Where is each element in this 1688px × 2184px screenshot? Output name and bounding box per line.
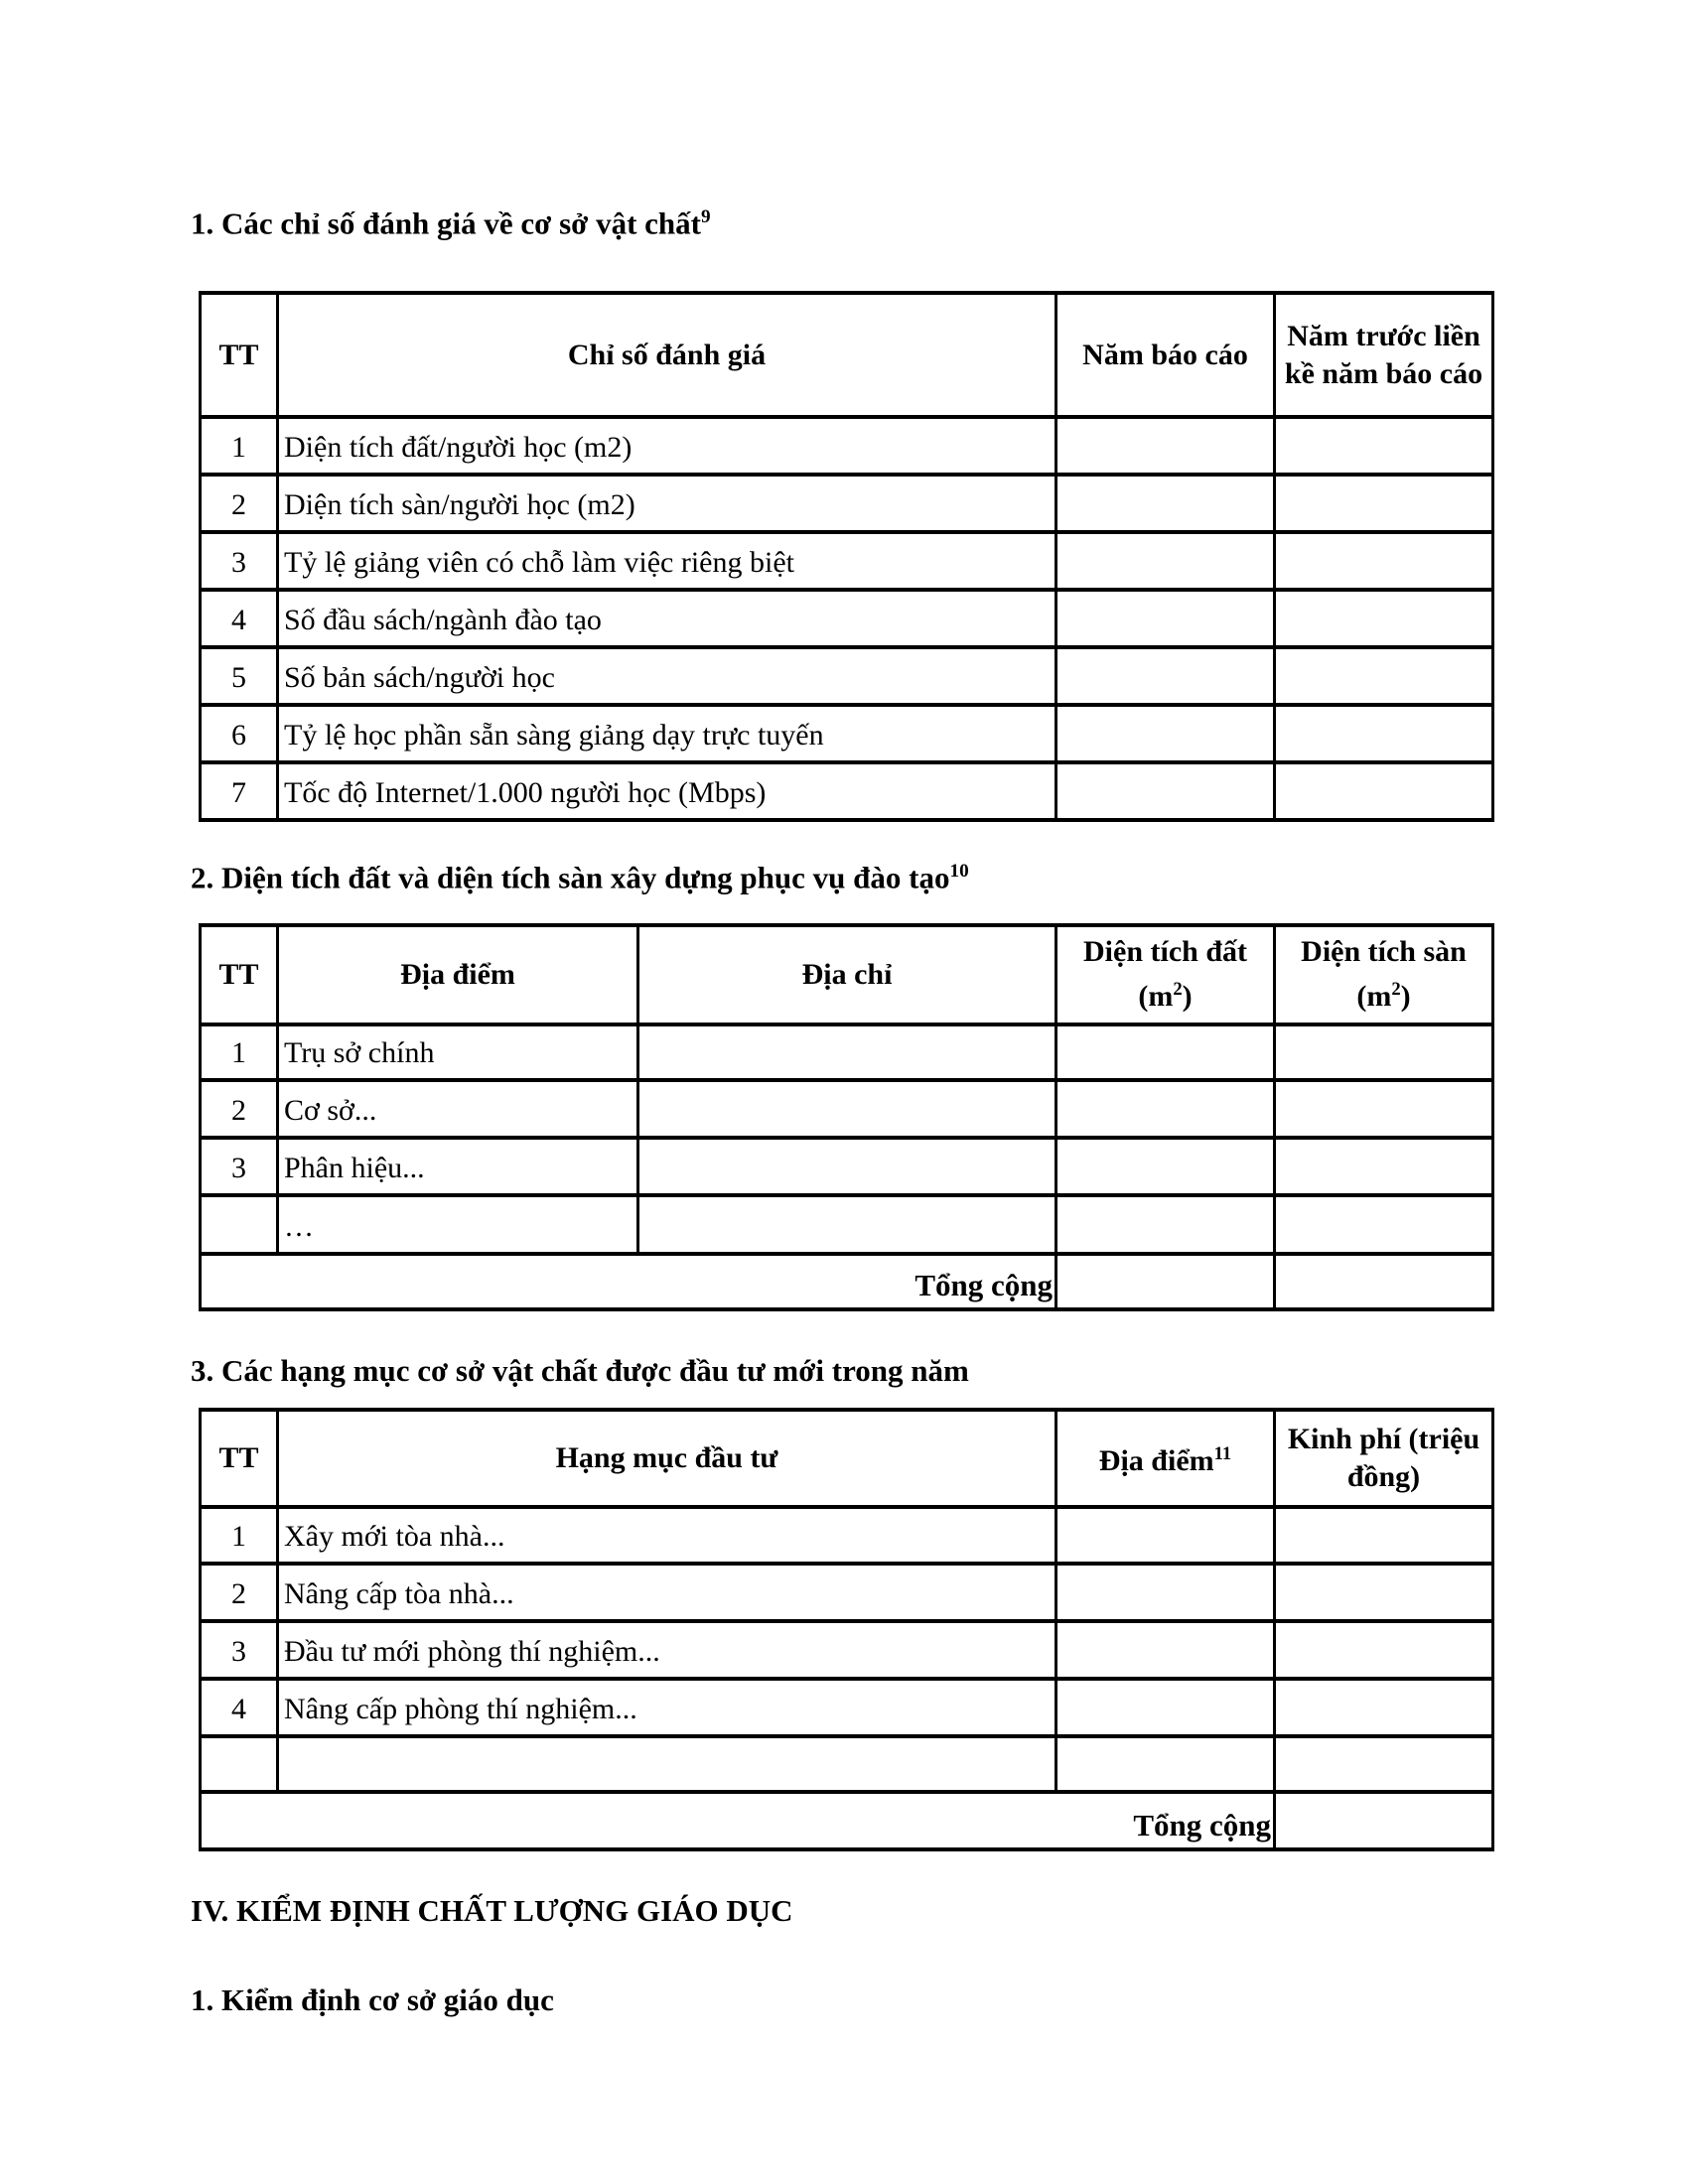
report-year-cell [1056,762,1275,820]
prev-year-cell [1275,590,1493,647]
location-cell: Cơ sở... [278,1080,638,1138]
section-heading-1-text: 1. Các chỉ số đánh giá về cơ sở vật chất [191,205,701,241]
address-cell [638,1080,1056,1138]
col-header-location: Địa điểm [278,925,638,1024]
address-cell [638,1195,1056,1254]
land-area-unit: $(m^2)$ [1138,979,1193,1014]
budget-cell [1275,1507,1493,1564]
tt-cell: 6 [201,705,278,762]
investment-item-cell: Đầu tư mới phòng thí nghiệm... [278,1621,1056,1679]
col-header-indicator: Chỉ số đánh giá [278,293,1056,417]
tt-cell [201,1736,278,1792]
tt-cell [201,1195,278,1254]
prev-year-cell [1275,647,1493,705]
col-header-land-area [1056,925,1275,1024]
report-year-cell [1056,590,1275,647]
tt-cell: 1 [201,1507,278,1564]
budget-cell [1275,1564,1493,1621]
section-heading-4 [191,1888,1501,1933]
col-header-tt: TT [201,293,278,417]
land-area-cell [1056,1195,1275,1254]
prev-year-cell [1275,417,1493,475]
footnote-ref-11: 11 [1213,1443,1232,1465]
indicator-cell: Diện tích sàn/người học (m2) [278,475,1056,532]
prev-year-cell [1275,475,1493,532]
indicator-cell: Số bản sách/người học [278,647,1056,705]
total-label-cell: Tổng cộng [201,1254,1056,1309]
table-row [201,590,1493,647]
table-row [201,1024,1493,1080]
address-cell [638,1138,1056,1195]
col-header-report-year: Năm báo cáo [1056,293,1275,417]
location-cell [1056,1564,1275,1621]
tt-cell: 2 [201,1080,278,1138]
investment-item-cell: Nâng cấp phòng thí nghiệm... [278,1679,1056,1736]
floor-area-cell [1275,1080,1493,1138]
col-header-tt: TT [201,1410,278,1507]
col-header-floor-area [1275,925,1493,1024]
tt-cell: 7 [201,762,278,820]
tt-cell: 3 [201,532,278,590]
table-header-row [201,925,1493,1024]
tt-cell: 4 [201,1679,278,1736]
tt-cell: 2 [201,475,278,532]
location-cell [1056,1679,1275,1736]
total-row [201,1254,1493,1309]
location-cell [1056,1621,1275,1679]
tt-cell: 1 [201,1024,278,1080]
land-area-cell [1056,1138,1275,1195]
section-heading-5-text: 1. Kiểm định cơ sở giáo dục [191,1981,554,2017]
col-header-tt: TT [201,925,278,1024]
tt-cell: 1 [201,417,278,475]
table-header-row [201,1410,1493,1507]
table-row [201,1138,1493,1195]
investment-item-cell: Nâng cấp tòa nhà... [278,1564,1056,1621]
section-heading-4-text: IV. KIỂM ĐỊNH CHẤT LƯỢNG GIÁO DỤC [191,1892,793,1928]
section-heading-1 [191,195,1501,245]
footnote-ref-10: 10 [949,861,969,883]
report-year-cell [1056,417,1275,475]
report-year-cell [1056,475,1275,532]
budget-cell [1275,1736,1493,1792]
table-row [201,1564,1493,1621]
land-area-cell [1056,1080,1275,1138]
total-row [201,1792,1493,1849]
prev-year-cell [1275,705,1493,762]
land-area-total-cell [1056,1254,1275,1309]
table-header-row [201,293,1493,417]
indicator-cell: Tỷ lệ giảng viên có chỗ làm việc riêng biệt [278,532,1056,590]
footnote-ref-9: 9 [700,206,711,227]
table-row [201,475,1493,532]
indicator-cell: Số đầu sách/ngành đào tạo [278,590,1056,647]
investment-item-cell: Xây mới tòa nhà... [278,1507,1056,1564]
table-row [201,532,1493,590]
indicator-cell: Tốc độ Internet/1.000 người học (Mbps) [278,762,1056,820]
floor-area-cell [1275,1138,1493,1195]
col-header-prev-year: Năm trước liền kề năm báo cáo [1275,293,1493,417]
table-row [201,705,1493,762]
table-row [201,1507,1493,1564]
section-heading-2 [191,849,1501,899]
location-cell: … [278,1195,638,1254]
table-row [201,1679,1493,1736]
table-row [201,762,1493,820]
tt-cell: 5 [201,647,278,705]
floor-area-cell [1275,1024,1493,1080]
floor-area-total-cell [1275,1254,1493,1309]
tt-cell: 4 [201,590,278,647]
budget-total-cell [1275,1792,1493,1849]
land-area-cell [1056,1024,1275,1080]
location-cell: Trụ sở chính [278,1024,638,1080]
floor-area-cell [1275,1195,1493,1254]
tt-cell: 3 [201,1138,278,1195]
land-floor-area-table [199,923,1494,1311]
table-row [201,1736,1493,1792]
investment-item-cell [278,1736,1056,1792]
prev-year-cell [1275,532,1493,590]
col-header-address: Địa chỉ [638,925,1056,1024]
new-investment-table [199,1408,1494,1851]
location-cell: Phân hiệu... [278,1138,638,1195]
section-heading-2-text: 2. Diện tích đất và diện tích sàn xây dựng phục vụ đào tạo [191,860,950,895]
tt-cell: 3 [201,1621,278,1679]
budget-cell [1275,1679,1493,1736]
col-header-budget: Kinh phí (triệu đồng) [1275,1410,1493,1507]
section-heading-3-text: 3. Các hạng mục cơ sở vật chất được đầu tư mới trong năm [191,1352,969,1388]
tt-cell: 2 [201,1564,278,1621]
table-row [201,417,1493,475]
indicator-cell: Tỷ lệ học phần sẵn sàng giảng dạy trực tuyến [278,705,1056,762]
document-page [191,0,1501,2022]
facility-indicators-table [199,291,1494,822]
section-heading-3 [191,1348,1501,1393]
location-cell [1056,1736,1275,1792]
table-row [201,1195,1493,1254]
budget-cell [1275,1621,1493,1679]
indicator-cell: Diện tích đất/người học (m2) [278,417,1056,475]
prev-year-cell [1275,762,1493,820]
total-label-cell: Tổng cộng [201,1792,1275,1849]
report-year-cell [1056,532,1275,590]
report-year-cell [1056,647,1275,705]
table-row [201,647,1493,705]
location-cell [1056,1507,1275,1564]
table-row [201,1080,1493,1138]
table-row [201,1621,1493,1679]
section-heading-5 [191,1978,1501,2022]
address-cell [638,1024,1056,1080]
col-header-location: Địa điểm$^{11}$ [1056,1410,1275,1507]
col-header-investment-item: Hạng mục đầu tư [278,1410,1056,1507]
land-area-label: Diện tích đất [1083,935,1247,969]
floor-area-unit: $(m^2)$ [1356,979,1411,1014]
floor-area-label: Diện tích sàn [1301,935,1467,969]
report-year-cell [1056,705,1275,762]
